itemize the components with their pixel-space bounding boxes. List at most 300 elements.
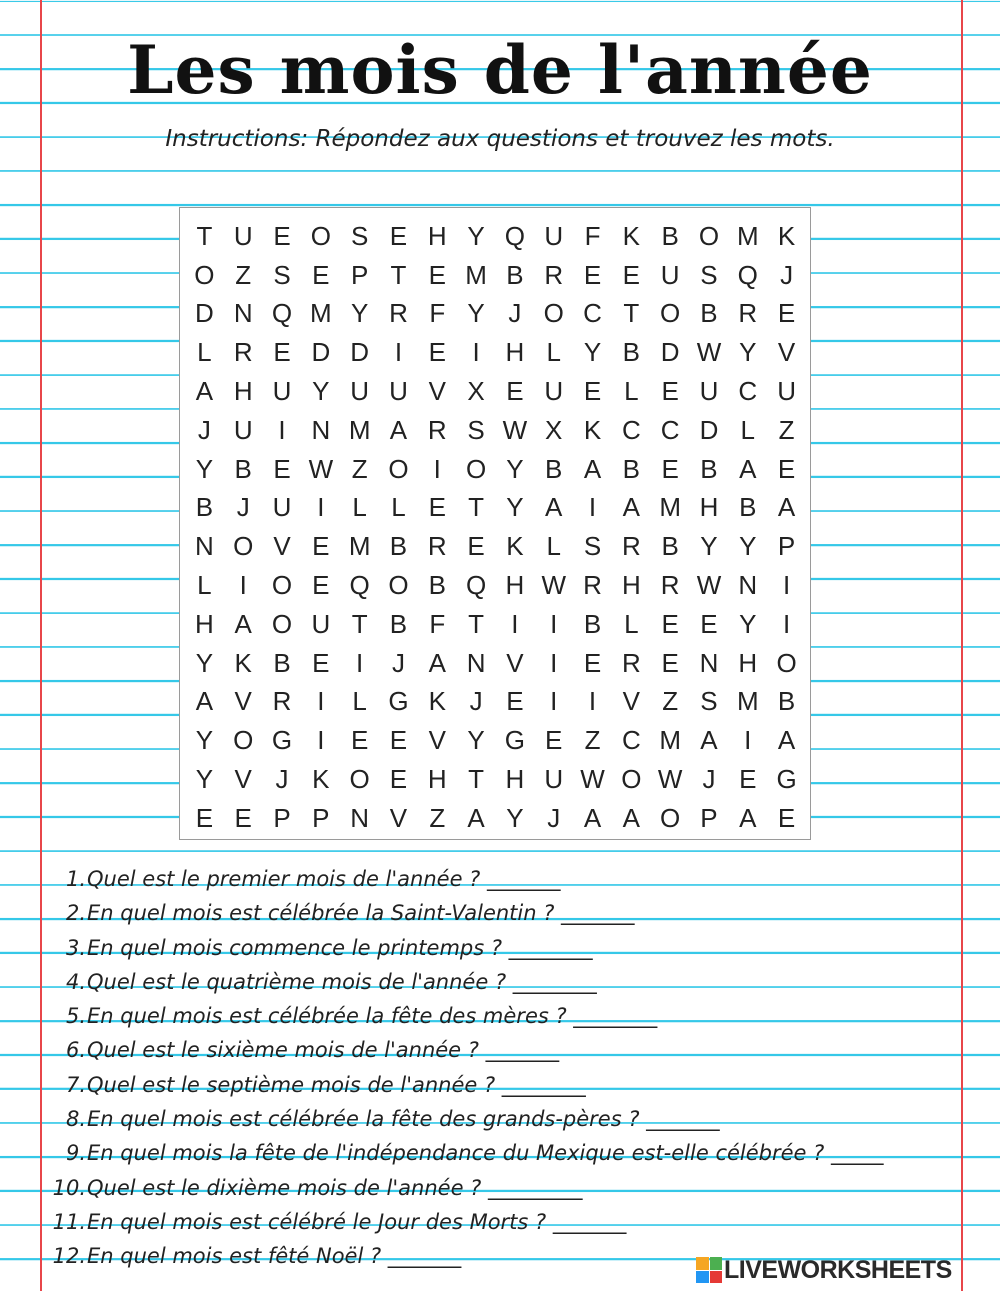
grid-letter[interactable]: B <box>545 453 563 484</box>
grid-letter[interactable]: A <box>700 725 718 756</box>
grid-letter[interactable]: Y <box>195 647 214 678</box>
grid-letter[interactable]: B <box>739 492 757 523</box>
grid-letter[interactable]: D <box>311 337 331 368</box>
grid-letter[interactable]: A <box>583 453 602 484</box>
grid-letter[interactable]: U <box>777 376 796 407</box>
page-title: Les mois de l'année <box>127 31 873 109</box>
grid-letter[interactable]: H <box>621 570 641 601</box>
grid-letter[interactable]: E <box>312 570 330 601</box>
grid-letter[interactable]: G <box>776 764 797 795</box>
grid-letter[interactable]: A <box>583 802 602 833</box>
grid-letter[interactable]: B <box>583 608 602 639</box>
question-number: 6. <box>65 1038 86 1063</box>
grid-letter[interactable]: E <box>583 647 602 678</box>
question-number: 5. <box>65 1004 86 1029</box>
grid-letter[interactable]: N <box>311 414 331 445</box>
grid-letter[interactable]: V <box>428 376 446 407</box>
grid-letter[interactable]: J <box>236 492 250 523</box>
grid-letter[interactable]: A <box>234 608 252 639</box>
grid-letter[interactable]: E <box>661 453 679 484</box>
grid-letter[interactable]: I <box>550 686 558 717</box>
question-item <box>50 1205 950 1239</box>
grid-letter[interactable]: O <box>271 570 293 601</box>
liveworksheets-logo <box>696 1256 952 1284</box>
grid-letter[interactable]: N <box>466 647 486 678</box>
grid-letter[interactable]: A <box>739 802 757 833</box>
grid-letter[interactable]: A <box>545 492 563 523</box>
grid-letter[interactable]: P <box>700 802 718 833</box>
grid-letter[interactable]: R <box>427 531 447 562</box>
grid-letter[interactable]: H <box>699 492 719 523</box>
grid-letter[interactable]: I <box>317 492 325 523</box>
instructions-text: Instructions: Répondez aux questions et trouvez les mots. <box>165 126 835 152</box>
grid-letter[interactable]: E <box>545 725 563 756</box>
grid-letter[interactable]: O <box>621 764 642 795</box>
grid-letter[interactable]: U <box>233 220 253 251</box>
grid-letter[interactable]: V <box>777 337 796 368</box>
grid-letter[interactable]: U <box>272 492 292 523</box>
grid-letter[interactable]: N <box>738 570 758 601</box>
grid-letter[interactable]: I <box>394 337 403 368</box>
grid-letter[interactable]: E <box>273 453 291 484</box>
grid-letter[interactable]: C <box>621 725 641 756</box>
grid-letter[interactable]: O <box>660 298 681 329</box>
grid-letter[interactable]: N <box>233 298 253 329</box>
grid-letter[interactable]: X <box>467 376 485 407</box>
grid-letter[interactable]: H <box>505 764 525 795</box>
grid-letter[interactable]: S <box>273 259 291 290</box>
question-number: 9. <box>65 1141 86 1166</box>
grid-letter[interactable]: V <box>389 802 408 833</box>
grid-letter[interactable]: E <box>739 764 757 795</box>
questions-list <box>50 862 950 1274</box>
question-item <box>50 1033 950 1067</box>
logo-text: LIVEWORKSHEETS <box>724 1255 952 1284</box>
grid-letter[interactable]: E <box>234 802 252 833</box>
grid-letter[interactable]: R <box>621 647 641 678</box>
question-item <box>50 999 950 1033</box>
grid-letter[interactable]: E <box>195 802 214 833</box>
grid-letter[interactable]: A <box>195 686 214 717</box>
grid-letter[interactable]: T <box>468 764 485 795</box>
grid-letter[interactable]: V <box>428 725 446 756</box>
question-number: 2. <box>65 901 86 926</box>
word-search-grid[interactable] <box>179 207 811 840</box>
grid-letter[interactable]: Q <box>504 220 526 251</box>
grid-letter[interactable]: E <box>506 686 524 717</box>
grid-letter[interactable]: I <box>550 608 558 639</box>
question-item <box>50 1136 950 1170</box>
grid-letter[interactable]: S <box>467 414 485 445</box>
grid-letter[interactable]: I <box>782 608 791 639</box>
grid-letter[interactable]: E <box>312 531 330 562</box>
grid-letter[interactable]: B <box>661 220 679 251</box>
grid-letter[interactable]: R <box>233 337 253 368</box>
grid-letter[interactable]: B <box>777 686 796 717</box>
grid-letter[interactable]: I <box>278 414 286 445</box>
grid-letter[interactable]: L <box>740 414 756 445</box>
grid-letter[interactable]: Y <box>195 764 214 795</box>
grid-letter[interactable]: B <box>389 531 408 562</box>
grid-letter[interactable]: H <box>233 376 253 407</box>
grid-letter[interactable]: E <box>389 220 408 251</box>
grid-letter[interactable]: T <box>468 608 485 639</box>
grid-letter[interactable]: Y <box>467 298 485 329</box>
grid-letter[interactable]: F <box>584 220 601 251</box>
question-item <box>50 931 950 965</box>
grid-letter[interactable]: C <box>621 414 641 445</box>
grid-letter[interactable]: H <box>505 570 525 601</box>
grid-letter[interactable]: R <box>272 686 292 717</box>
grid-letter[interactable]: U <box>544 376 564 407</box>
grid-letter[interactable]: J <box>391 647 405 678</box>
grid-letter[interactable]: O <box>776 647 797 678</box>
grid-letter[interactable]: H <box>195 608 214 639</box>
grid-letter[interactable]: P <box>312 802 330 833</box>
grid-letter[interactable]: J <box>197 414 211 445</box>
grid-letter[interactable]: E <box>428 337 446 368</box>
grid-letter[interactable]: Y <box>350 298 369 329</box>
grid-letter[interactable]: A <box>622 802 641 833</box>
grid-letter[interactable]: U <box>311 608 331 639</box>
grid-letter[interactable]: Y <box>506 802 524 833</box>
grid-letter[interactable]: I <box>588 686 597 717</box>
grid-letter[interactable]: B <box>506 259 524 290</box>
grid-letter[interactable]: E <box>312 647 330 678</box>
grid-letter[interactable]: A <box>389 414 408 445</box>
grid-letter[interactable]: R <box>660 570 680 601</box>
grid-letter[interactable]: O <box>660 802 681 833</box>
grid-letter[interactable]: P <box>273 802 291 833</box>
question-text[interactable]: En quel mois est célébré le Jour des Morts ? _______ <box>87 1209 627 1234</box>
question-number: 10. <box>52 1175 86 1200</box>
question-text[interactable]: Quel est le premier mois de l'année ? _______ <box>87 867 561 891</box>
grid-letter[interactable]: A <box>428 647 446 678</box>
question-item <box>50 896 950 930</box>
grid-letter[interactable]: M <box>310 298 332 329</box>
grid-letter[interactable]: S <box>583 531 602 562</box>
grid-letter[interactable]: O <box>349 764 370 795</box>
grid-letter[interactable]: U <box>660 259 680 290</box>
grid-letter[interactable]: L <box>197 570 212 601</box>
grid-letter[interactable]: L <box>197 337 212 368</box>
grid-letter[interactable]: D <box>699 414 719 445</box>
grid-letter[interactable]: B <box>273 647 291 678</box>
grid-letter[interactable]: I <box>317 725 325 756</box>
grid-letter[interactable]: K <box>622 220 641 251</box>
grid-letter[interactable]: Q <box>737 259 758 290</box>
grid-letter[interactable]: O <box>543 298 564 329</box>
question-number: 11. <box>52 1209 86 1234</box>
grid-letter[interactable]: N <box>350 802 370 833</box>
grid-letter[interactable]: F <box>429 608 446 639</box>
grid-letter[interactable]: R <box>621 531 641 562</box>
grid-letter[interactable]: E <box>506 376 524 407</box>
grid-letter[interactable]: B <box>428 570 446 601</box>
question-number: 4. <box>65 969 86 994</box>
question-text[interactable]: En quel mois est célébrée la fête des mères ? ________ <box>87 1004 658 1029</box>
grid-letter[interactable]: C <box>660 414 680 445</box>
grid-letter[interactable]: Q <box>349 570 370 601</box>
grid-letter[interactable]: Q <box>271 298 293 329</box>
grid-letter[interactable]: M <box>465 259 487 290</box>
right-margin-line <box>961 0 963 1291</box>
grid-letter[interactable]: A <box>622 492 641 523</box>
grid-letter[interactable]: E <box>428 492 446 523</box>
grid-letter[interactable]: U <box>699 376 719 407</box>
grid-letter[interactable]: Q <box>465 570 487 601</box>
grid-letter[interactable]: E <box>583 259 602 290</box>
grid-letter[interactable]: H <box>427 220 447 251</box>
grid-letter[interactable]: Y <box>195 725 214 756</box>
grid-letter[interactable]: B <box>700 298 718 329</box>
grid-letter[interactable]: I <box>588 492 597 523</box>
grid-letter[interactable]: Y <box>700 531 718 562</box>
grid-letter[interactable]: Y <box>195 453 214 484</box>
grid-letter[interactable]: Y <box>467 725 485 756</box>
grid-letter[interactable]: K <box>312 764 330 795</box>
grid-letter[interactable]: I <box>511 608 519 639</box>
grid-letter[interactable]: B <box>234 453 252 484</box>
grid-letter[interactable]: B <box>622 453 641 484</box>
grid-letter[interactable]: Y <box>739 337 757 368</box>
question-text[interactable]: En quel mois la fête de l'indépendance du Mexique est-elle célébrée ? _____ <box>87 1141 884 1166</box>
grid-letter[interactable]: R <box>583 570 602 601</box>
grid-letter[interactable]: E <box>273 337 291 368</box>
grid-letter[interactable]: E <box>622 259 641 290</box>
grid-letter[interactable]: E <box>389 725 408 756</box>
grid-letter[interactable]: S <box>700 686 718 717</box>
grid-letter[interactable]: T <box>351 608 368 639</box>
grid-letter[interactable]: T <box>390 259 407 290</box>
grid-letter[interactable]: W <box>580 764 605 795</box>
grid-letter[interactable]: H <box>505 337 525 368</box>
grid-letter[interactable]: S <box>350 220 369 251</box>
grid-letter[interactable]: U <box>389 376 408 407</box>
question-item <box>50 1068 950 1102</box>
grid-letter[interactable]: A <box>739 453 757 484</box>
grid-letter[interactable]: G <box>388 686 409 717</box>
grid-letter[interactable]: L <box>352 686 367 717</box>
grid-letter[interactable]: I <box>239 570 247 601</box>
grid-letter[interactable]: M <box>348 414 371 445</box>
question-item <box>50 1102 950 1136</box>
question-text[interactable]: Quel est le sixième mois de l'année ? _______ <box>87 1038 560 1063</box>
grid-letter[interactable]: O <box>310 220 331 251</box>
grid-letter[interactable]: E <box>312 259 330 290</box>
grid-letter[interactable]: Z <box>662 686 679 717</box>
grid-letter[interactable]: Z <box>429 802 446 833</box>
grid-letter[interactable]: E <box>777 802 796 833</box>
grid-letter[interactable]: L <box>391 492 406 523</box>
grid-letter[interactable]: F <box>429 298 446 329</box>
grid-letter[interactable]: V <box>234 764 252 795</box>
grid-letter[interactable]: E <box>273 220 291 251</box>
grid-letter[interactable]: Z <box>235 259 252 290</box>
grid-letter[interactable]: B <box>389 608 408 639</box>
grid-letter[interactable]: D <box>350 337 370 368</box>
grid-letter[interactable]: G <box>504 725 526 756</box>
grid-letter[interactable]: I <box>472 337 480 368</box>
question-item <box>50 965 950 999</box>
grid-letter[interactable]: K <box>506 531 524 562</box>
grid-letter[interactable]: Y <box>583 337 602 368</box>
grid-letter[interactable]: I <box>317 686 325 717</box>
grid-letter[interactable]: K <box>234 647 252 678</box>
grid-letter[interactable]: J <box>275 764 289 795</box>
grid-letter[interactable]: V <box>273 531 291 562</box>
question-number: 3. <box>65 935 86 960</box>
grid-letter[interactable]: S <box>700 259 718 290</box>
grid-letter[interactable]: Y <box>739 531 757 562</box>
grid-letter[interactable]: E <box>389 764 408 795</box>
grid-letter[interactable]: D <box>660 337 680 368</box>
grid-letter[interactable]: Y <box>506 453 524 484</box>
grid-letter[interactable]: O <box>233 725 254 756</box>
grid-letter[interactable]: E <box>428 259 446 290</box>
grid-letter[interactable]: B <box>700 453 718 484</box>
grid-letter[interactable]: V <box>506 647 524 678</box>
question-text[interactable]: En quel mois est fêté Noël ? _______ <box>87 1244 462 1269</box>
grid-letter[interactable]: Y <box>739 608 757 639</box>
grid-letter[interactable]: R <box>389 298 408 329</box>
grid-letter[interactable]: J <box>508 298 522 329</box>
grid-letter[interactable]: E <box>467 531 485 562</box>
question-number: 1. <box>65 867 86 891</box>
grid-letter[interactable]: E <box>777 298 796 329</box>
grid-letter[interactable]: A <box>777 725 796 756</box>
grid-letter[interactable]: W <box>657 764 683 795</box>
grid-letter[interactable]: C <box>583 298 602 329</box>
grid-letter[interactable]: T <box>468 492 485 523</box>
grid-letter[interactable]: O <box>388 453 409 484</box>
question-text[interactable]: Quel est le dixième mois de l'année ? _________ <box>87 1175 583 1200</box>
grid-letter[interactable]: I <box>744 725 752 756</box>
grid-letter[interactable]: J <box>547 802 561 833</box>
grid-letter[interactable]: M <box>736 220 759 251</box>
grid-letter[interactable]: V <box>622 686 641 717</box>
grid-letter[interactable]: B <box>661 531 679 562</box>
grid-letter[interactable]: R <box>427 414 447 445</box>
grid-letter[interactable]: K <box>777 220 796 251</box>
grid-letter[interactable]: P <box>350 259 369 290</box>
grid-letter[interactable]: I <box>433 453 441 484</box>
grid-letter[interactable]: E <box>661 647 679 678</box>
grid-letter[interactable]: Y <box>312 376 330 407</box>
grid-letter[interactable]: I <box>782 570 791 601</box>
grid-letter[interactable]: B <box>195 492 214 523</box>
grid-letter[interactable]: E <box>700 608 718 639</box>
grid-letter[interactable]: B <box>622 337 641 368</box>
grid-letter[interactable]: O <box>271 608 293 639</box>
grid-letter[interactable]: L <box>624 608 639 639</box>
question-item <box>50 1171 950 1205</box>
grid-letter[interactable]: M <box>736 686 759 717</box>
grid-letter[interactable]: I <box>356 647 364 678</box>
grid-letter[interactable]: I <box>550 647 558 678</box>
grid-letter[interactable]: L <box>352 492 367 523</box>
grid-letter[interactable]: Z <box>584 725 601 756</box>
grid-letter[interactable]: A <box>467 802 485 833</box>
grid-letter[interactable]: Y <box>467 220 485 251</box>
grid-letter[interactable]: J <box>780 259 794 290</box>
grid-letter[interactable]: K <box>583 414 602 445</box>
question-number: 12. <box>52 1244 86 1269</box>
grid-letter[interactable]: A <box>777 492 796 523</box>
liveworksheets-logo-icon <box>696 1257 722 1283</box>
left-margin-line <box>40 0 42 1291</box>
grid-letter[interactable]: E <box>661 608 679 639</box>
grid-letter[interactable]: R <box>738 298 758 329</box>
grid-letter[interactable]: N <box>195 531 214 562</box>
grid-letter[interactable]: Z <box>778 414 795 445</box>
question-number: 7. <box>65 1072 86 1097</box>
grid-letter[interactable]: E <box>583 376 602 407</box>
grid-letter[interactable]: O <box>698 220 720 251</box>
grid-letter[interactable]: L <box>624 376 639 407</box>
grid-letter[interactable]: W <box>696 337 722 368</box>
grid-letter[interactable]: H <box>738 647 758 678</box>
grid-letter[interactable]: J <box>702 764 716 795</box>
grid-letter[interactable]: R <box>544 259 564 290</box>
grid-letter[interactable]: D <box>195 298 214 329</box>
grid-letter[interactable]: M <box>348 531 371 562</box>
grid-letter[interactable]: J <box>469 686 483 717</box>
question-text[interactable]: En quel mois est célébrée la Saint-Valentin ? _______ <box>87 901 635 926</box>
grid-letter[interactable]: X <box>545 414 563 445</box>
grid-letter[interactable]: Y <box>506 492 524 523</box>
grid-letter[interactable]: L <box>546 337 561 368</box>
grid-letter[interactable]: P <box>777 531 796 562</box>
grid-letter[interactable]: U <box>350 376 370 407</box>
grid-letter[interactable]: W <box>696 570 722 601</box>
question-text[interactable]: En quel mois est célébrée la fête des grands-pères ? _______ <box>87 1107 720 1132</box>
grid-letter[interactable]: Z <box>351 453 368 484</box>
grid-letter[interactable]: E <box>350 725 369 756</box>
grid-letter[interactable]: M <box>659 492 681 523</box>
grid-letter[interactable]: C <box>738 376 758 407</box>
question-text[interactable]: Quel est le quatrième mois de l'année ? ________ <box>87 969 597 994</box>
grid-letter[interactable]: U <box>544 220 564 251</box>
grid-letter[interactable]: E <box>777 453 796 484</box>
grid-letter[interactable]: U <box>272 376 292 407</box>
grid-letter[interactable]: W <box>502 414 528 445</box>
grid-letter[interactable]: O <box>194 259 215 290</box>
question-item <box>50 862 950 896</box>
grid-letter[interactable]: T <box>623 298 640 329</box>
grid-letter[interactable]: O <box>465 453 487 484</box>
question-number: 8. <box>65 1107 86 1132</box>
grid-letter[interactable]: A <box>195 376 214 407</box>
grid-letter[interactable]: M <box>659 725 681 756</box>
question-text[interactable]: En quel mois commence le printemps ? ________ <box>87 935 593 960</box>
grid-letter[interactable]: O <box>233 531 254 562</box>
grid-letter[interactable]: O <box>388 570 409 601</box>
grid-letter[interactable]: U <box>233 414 253 445</box>
grid-letter[interactable]: U <box>544 764 564 795</box>
grid-letter[interactable]: N <box>699 647 719 678</box>
grid-letter[interactable]: W <box>308 453 334 484</box>
grid-letter[interactable]: H <box>427 764 447 795</box>
grid-letter[interactable]: E <box>661 376 679 407</box>
question-text[interactable]: Quel est le septième mois de l'année ? ________ <box>87 1072 586 1097</box>
grid-letter[interactable]: G <box>271 725 293 756</box>
grid-letter[interactable]: K <box>428 686 446 717</box>
grid-letter[interactable]: L <box>546 531 561 562</box>
grid-letter[interactable]: V <box>234 686 252 717</box>
grid-letter[interactable]: W <box>541 570 566 601</box>
grid-letter[interactable]: T <box>196 220 213 251</box>
